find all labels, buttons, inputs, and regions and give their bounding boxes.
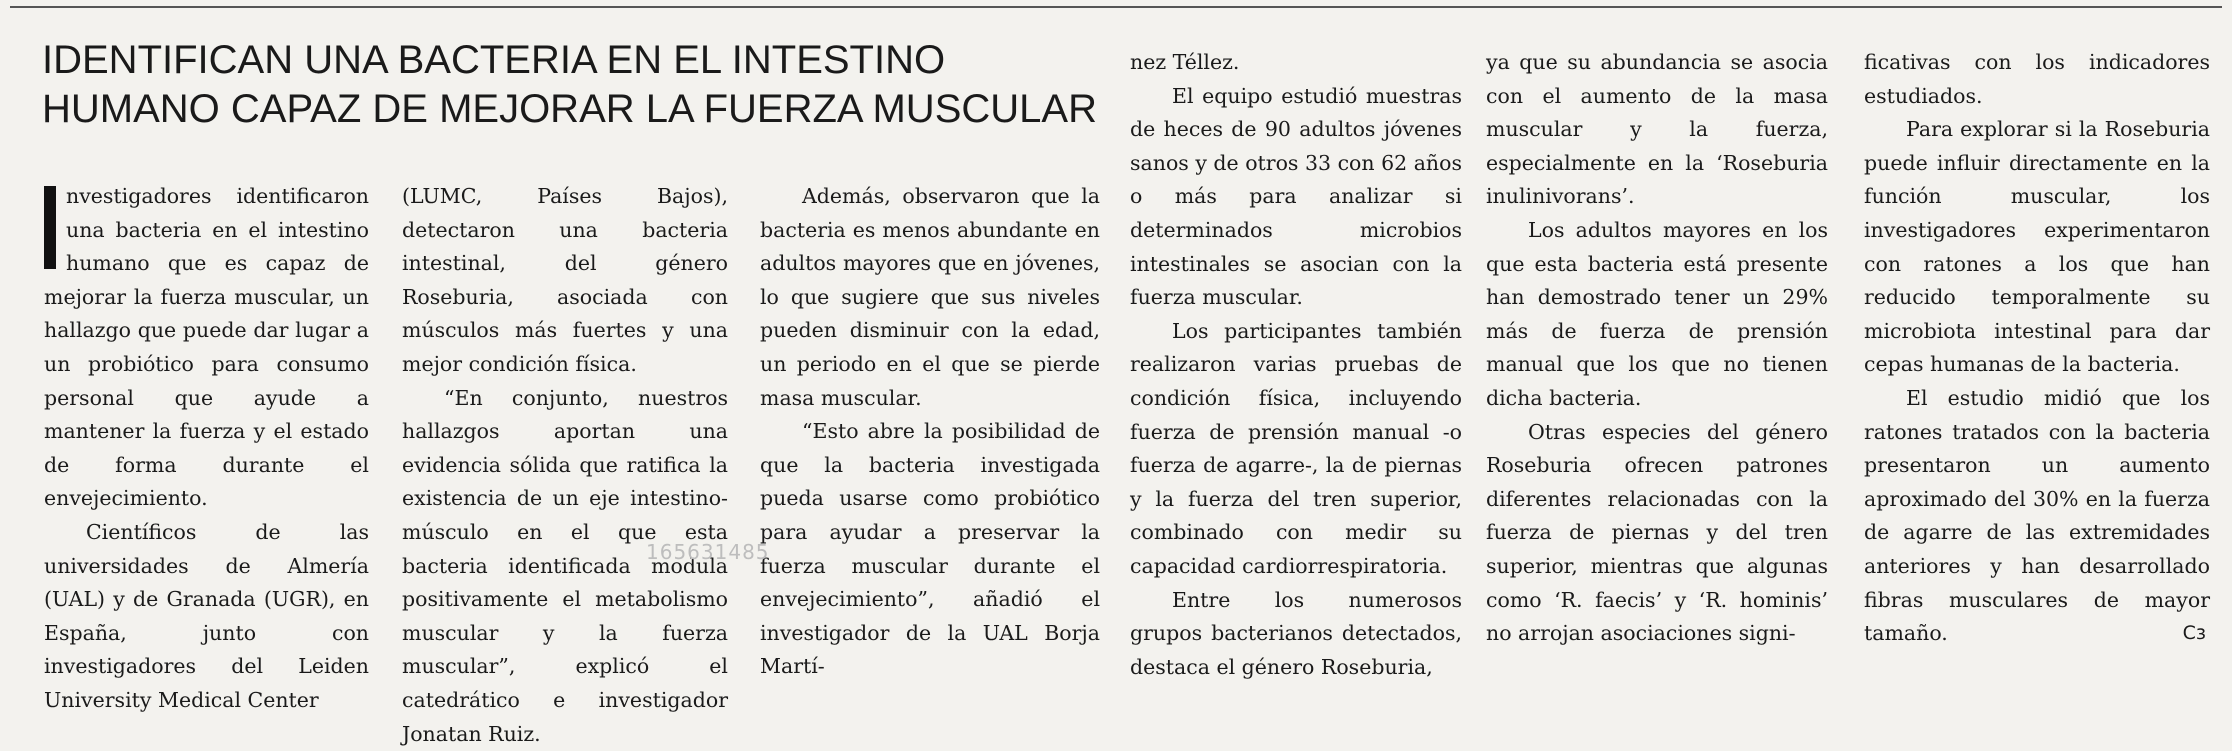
watermark: 165631485: [646, 540, 770, 564]
article-paragraph: (LUMC, Países Bajos), detectaron una bacteria intestinal, del género Roseburia, asociada con músculos más fuertes y una mejor condición física.: [402, 184, 728, 376]
article-column-1: [44, 180, 369, 712]
article-column-2: [402, 180, 728, 746]
article-paragraph: “Esto abre la posibilidad de que la bacteria investigada pueda usarse como probiótico para ayudar a preservar la fuerza muscular durante el envejecimiento”, añadió el investigador de la UAL Borja Martí-: [760, 419, 1100, 679]
article-column-3: [760, 180, 1100, 679]
paragraph-text: nvestigadores identificaron una bacteria en el intestino humano que es capaz de mejorar la fuerza muscular, un hallazgo que puede dar lugar a un probiótico para consumo personal que ayude a mantener la fuerza y el estado de forma durante el envejecimiento.: [44, 184, 369, 511]
article-paragraph: “En conjunto, nuestros hallazgos aportan una evidencia sólida que ratifica la existencia de un eje intestino-músculo en el que esta bacteria identificada modula positivamente el metabolismo muscular y la fuerza muscular”, explicó el catedrático e investigador Jonatan Ruiz.: [402, 385, 728, 746]
article-column-6: [1864, 46, 2210, 670]
article-paragraph: Entre los numerosos grupos bacterianos detectados, destaca el género Roseburia,: [1130, 587, 1462, 679]
paragraph-text: El estudio midió que los ratones tratados con la bacteria presentaron un aumento aproximado del 30% en la fuerza de agarre de las extremidades anteriores y han desarrollado fibras musculares de mayor tamaño.: [1864, 385, 2210, 646]
end-of-article-mark: Cз: [2182, 622, 2206, 645]
article-paragraph: [44, 180, 369, 516]
article-paragraph: Otras especies del género Roseburia ofrecen patrones diferentes relacionadas con la fuerza de piernas y del tren superior, mientras que algunas como ‘R. faecis’ y ‘R. hominis’ no arrojan asociaciones signi-: [1486, 419, 1828, 646]
headline-line-1: IDENTIFICAN UNA BACTERIA EN EL INTESTINO: [42, 38, 946, 82]
article-paragraph: Científicos de las universidades de Almería (UAL) y de Granada (UGR), en España, junto con investigadores del Leiden University Medical Center: [44, 519, 369, 712]
article-paragraph: Los participantes también realizaron varias pruebas de condición física, incluyendo fuerza de prensión manual -o fuerza de agarre-, la de piernas y la fuerza del tren superior, combinado con medir su capacidad cardiorrespiratoria.: [1130, 318, 1462, 578]
article-column-5: [1486, 46, 1828, 670]
article-paragraph: ficativas con los indicadores estudiados.: [1864, 50, 2210, 108]
article-paragraph: ya que su abundancia se asocia con el aumento de la masa muscular y la fuerza, especialmente en la ‘Roseburia inulinivorans’.: [1486, 50, 1828, 209]
article-paragraph: El equipo estudió muestras de heces de 90 adultos jóvenes sanos y de otros 33 con 62 años o más para analizar si determinados microbios intestinales se asocian con la fuerza muscular.: [1130, 83, 1462, 310]
headline: [42, 36, 1102, 134]
drop-cap-bar: [44, 186, 56, 269]
top-rule: [10, 6, 2222, 8]
headline-line-2: HUMANO CAPAZ DE MEJORAR LA FUERZA MUSCULAR: [42, 87, 1097, 131]
article-paragraph: Los adultos mayores en los que esta bacteria está presente han demostrado tener un 29% más de fuerza de prensión manual que los que no tienen dicha bacteria.: [1486, 217, 1828, 410]
article-paragraph: Además, observaron que la bacteria es menos abundante en adultos mayores que en jóvenes, lo que sugiere que sus niveles pueden disminuir con la edad, un periodo en el que se pierde masa muscular.: [760, 184, 1100, 410]
article-paragraph: nez Téllez.: [1130, 50, 1240, 74]
article-paragraph: [1864, 382, 2210, 651]
article-column-4: [1130, 46, 1462, 679]
article-paragraph: Para explorar si la Roseburia puede influir directamente en la función muscular, los investigadores experimentaron con ratones a los que han reducido temporalmente su microbiota intestinal para dar cepas humanas de la bacteria.: [1864, 117, 2210, 377]
